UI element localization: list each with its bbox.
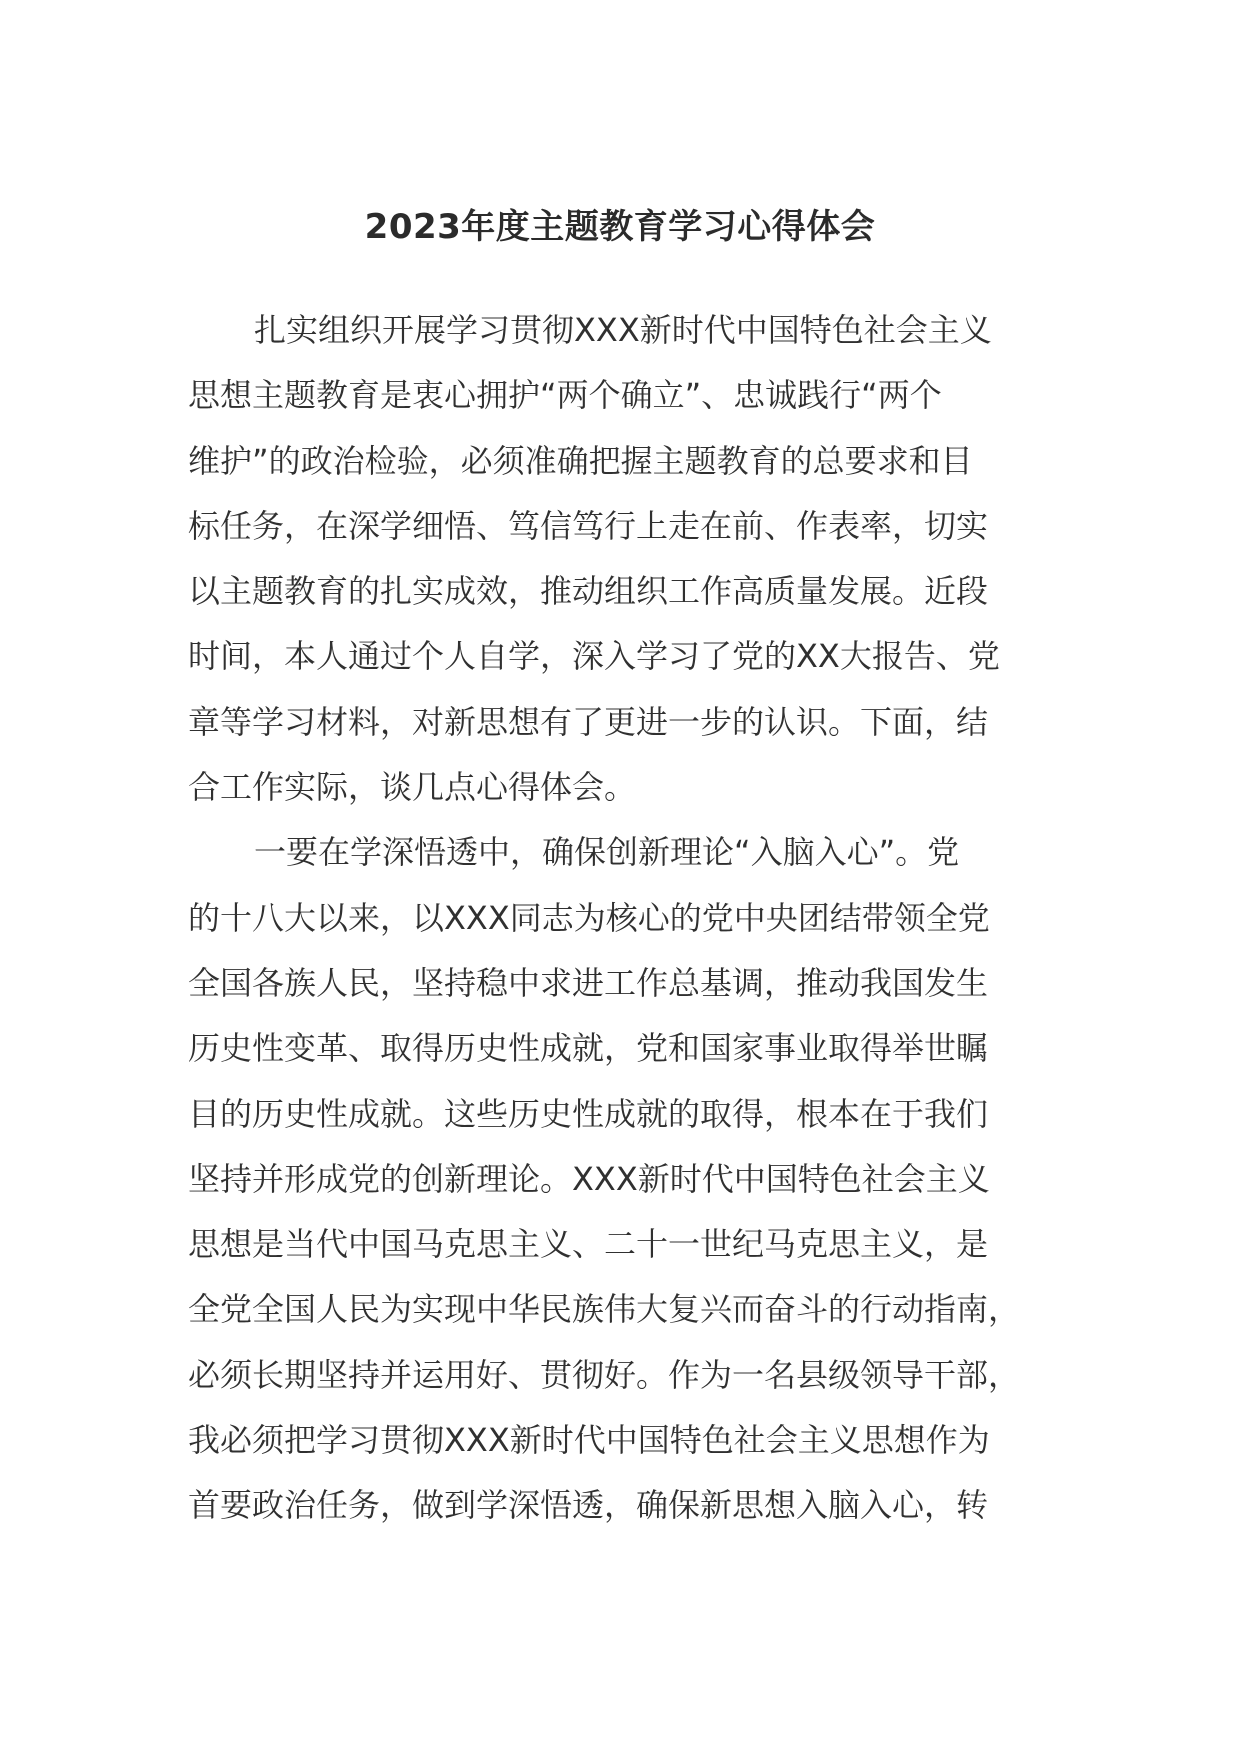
text-line: 合工作实际，谈几点心得体会。 — [188, 768, 637, 807]
text-line: 的十八大以来，以XXX同志为核心的党中央团结带领全党 — [188, 898, 990, 937]
text-line: 扎实组织开展学习贯彻XXX新时代中国特色社会主义 — [254, 311, 992, 349]
text-line: 全国各族人民，坚持稳中求进工作总基调，推动我国发生 — [188, 963, 989, 1002]
text-line: 思想主题教育是衷心拥护“两个确立”、忠诚践行“两个 — [188, 376, 942, 415]
text-line: 我必须把学习贯彻XXX新时代中国特色社会主义思想作为 — [188, 1421, 990, 1460]
text-line: 一要在学深悟透中，确保创新理论“入脑入心”。党 — [254, 833, 960, 872]
document-title: 2023年度主题教育学习心得体会 — [364, 207, 876, 247]
document-body — [188, 298, 1052, 1539]
text-line: 历史性变革、取得历史性成就，党和国家事业取得举世瞩 — [188, 1029, 989, 1068]
text-line: 维护”的政治检验，必须准确把握主题教育的总要求和目 — [188, 441, 973, 480]
text-line: 必须长期坚持并运用好、贯彻好。作为一名县级领导干部， — [188, 1355, 1021, 1394]
text-line: 坚持并形成党的创新理论。XXX新时代中国特色社会主义 — [188, 1159, 990, 1198]
text-line: 思想是当代中国马克思主义、二十一世纪马克思主义，是 — [188, 1225, 989, 1264]
text-line: 章等学习材料，对新思想有了更进一步的认识。下面，结 — [188, 702, 989, 741]
text-line: 时间，本人通过个人自学，深入学习了党的XX大报告、党 — [188, 637, 1000, 676]
text-line: 首要政治任务，做到学深悟透，确保新思想入脑入心，转 — [188, 1486, 989, 1525]
text-line: 标任务，在深学细悟、笃信笃行上走在前、作表率，切实 — [188, 506, 989, 545]
text-line: 全党全国人民为实现中华民族伟大复兴而奋斗的行动指南， — [188, 1290, 1021, 1329]
text-line: 目的历史性成就。这些历史性成就的取得，根本在于我们 — [188, 1094, 989, 1133]
text-line: 以主题教育的扎实成效，推动组织工作高质量发展。近段 — [188, 572, 989, 611]
